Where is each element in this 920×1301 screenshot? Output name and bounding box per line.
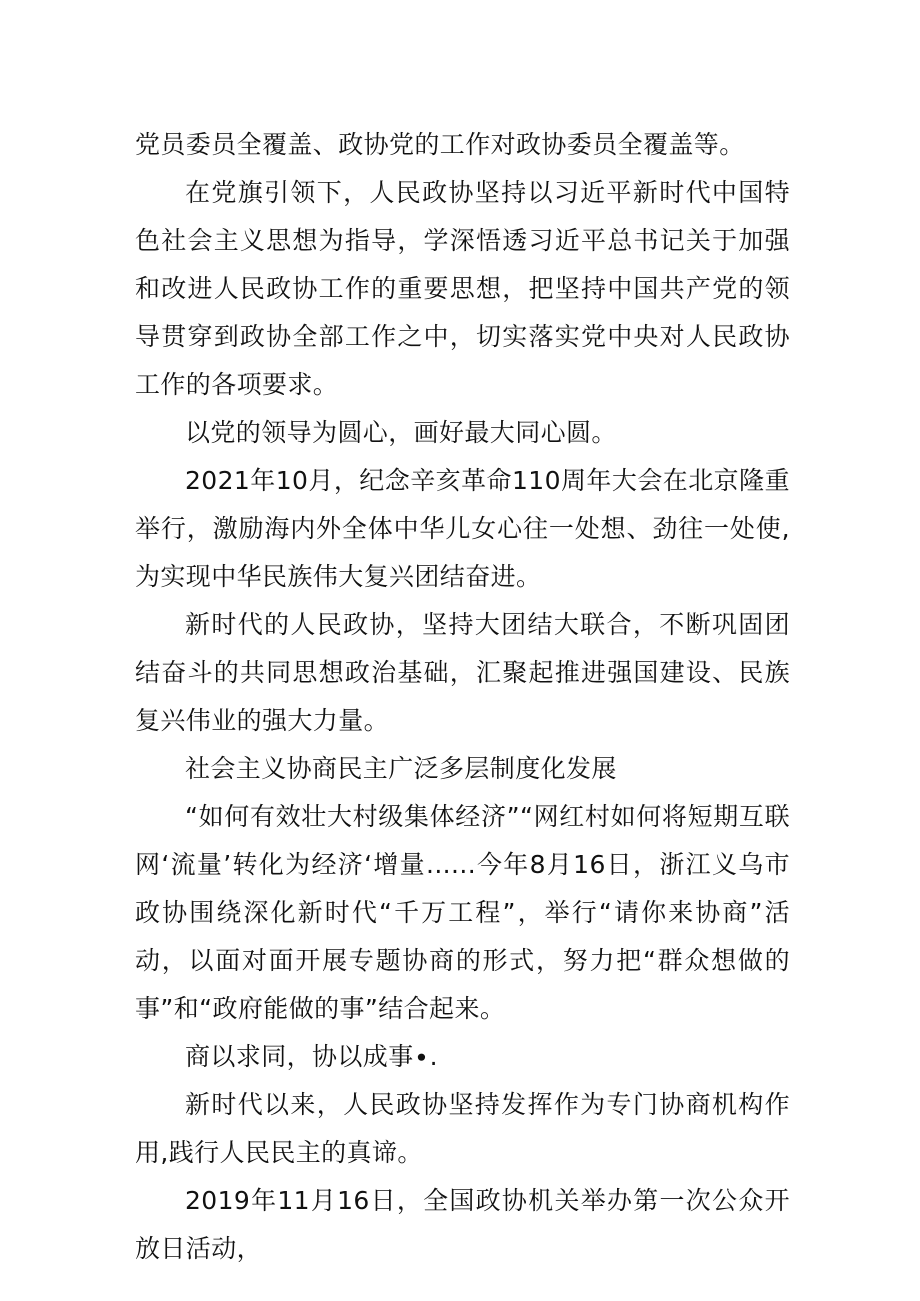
paragraph-1: 党员委员全覆盖、政协党的工作对政协委员全覆盖等。 — [135, 130, 745, 159]
paragraph-8: 商以求同，协以成事∙. — [185, 1042, 438, 1071]
paragraph-2: 在党旗引领下，人民政协坚持以习近平新时代中国特色社会主义思想为指导，学深悟透习近平总书记关于加强和改进人民政协工作的重要思想，把坚持中国共产党的领导贯穿到政协全部工作之中，切实落实党中央对人民政协工作的各项要求。 — [135, 178, 790, 399]
paragraph-4: 2021年10月，纪念辛亥革命110周年大会在北京隆重举行，激励海内外全体中华儿女心往一处想、劲往一处使,为实现中华民族伟大复兴团结奋进。 — [135, 466, 790, 591]
paragraph-7: “如何有效壮大村级集体经济”“网红村如何将短期互联网‘流量’转化为经济‘增量......今年8月16日，浙江义乌市政协围绕深化新时代“千万工程”，举行“请你来协商”活动，以面对面开展专题协商的形式，努力把“群众想做的事”和“政府能做的事”结合起来。 — [135, 802, 790, 1023]
paragraph-5: 新时代的人民政协，坚持大团结大联合，不断巩固团结奋斗的共同思想政治基础，汇聚起推进强国建设、民族复兴伟业的强大力量。 — [135, 610, 790, 735]
paragraph-10: 2019年11月16日，全国政协机关举办第一次公众开放日活动， — [135, 1186, 790, 1263]
section-heading: 社会主义协商民主广泛多层制度化发展 — [185, 754, 617, 783]
paragraph-9: 新时代以来，人民政协坚持发挥作为专门协商机构作用,践行人民民主的真谛。 — [135, 1090, 790, 1167]
paragraph-3: 以党的领导为圆心，画好最大同心圆。 — [185, 418, 617, 447]
document-body — [135, 121, 790, 1273]
